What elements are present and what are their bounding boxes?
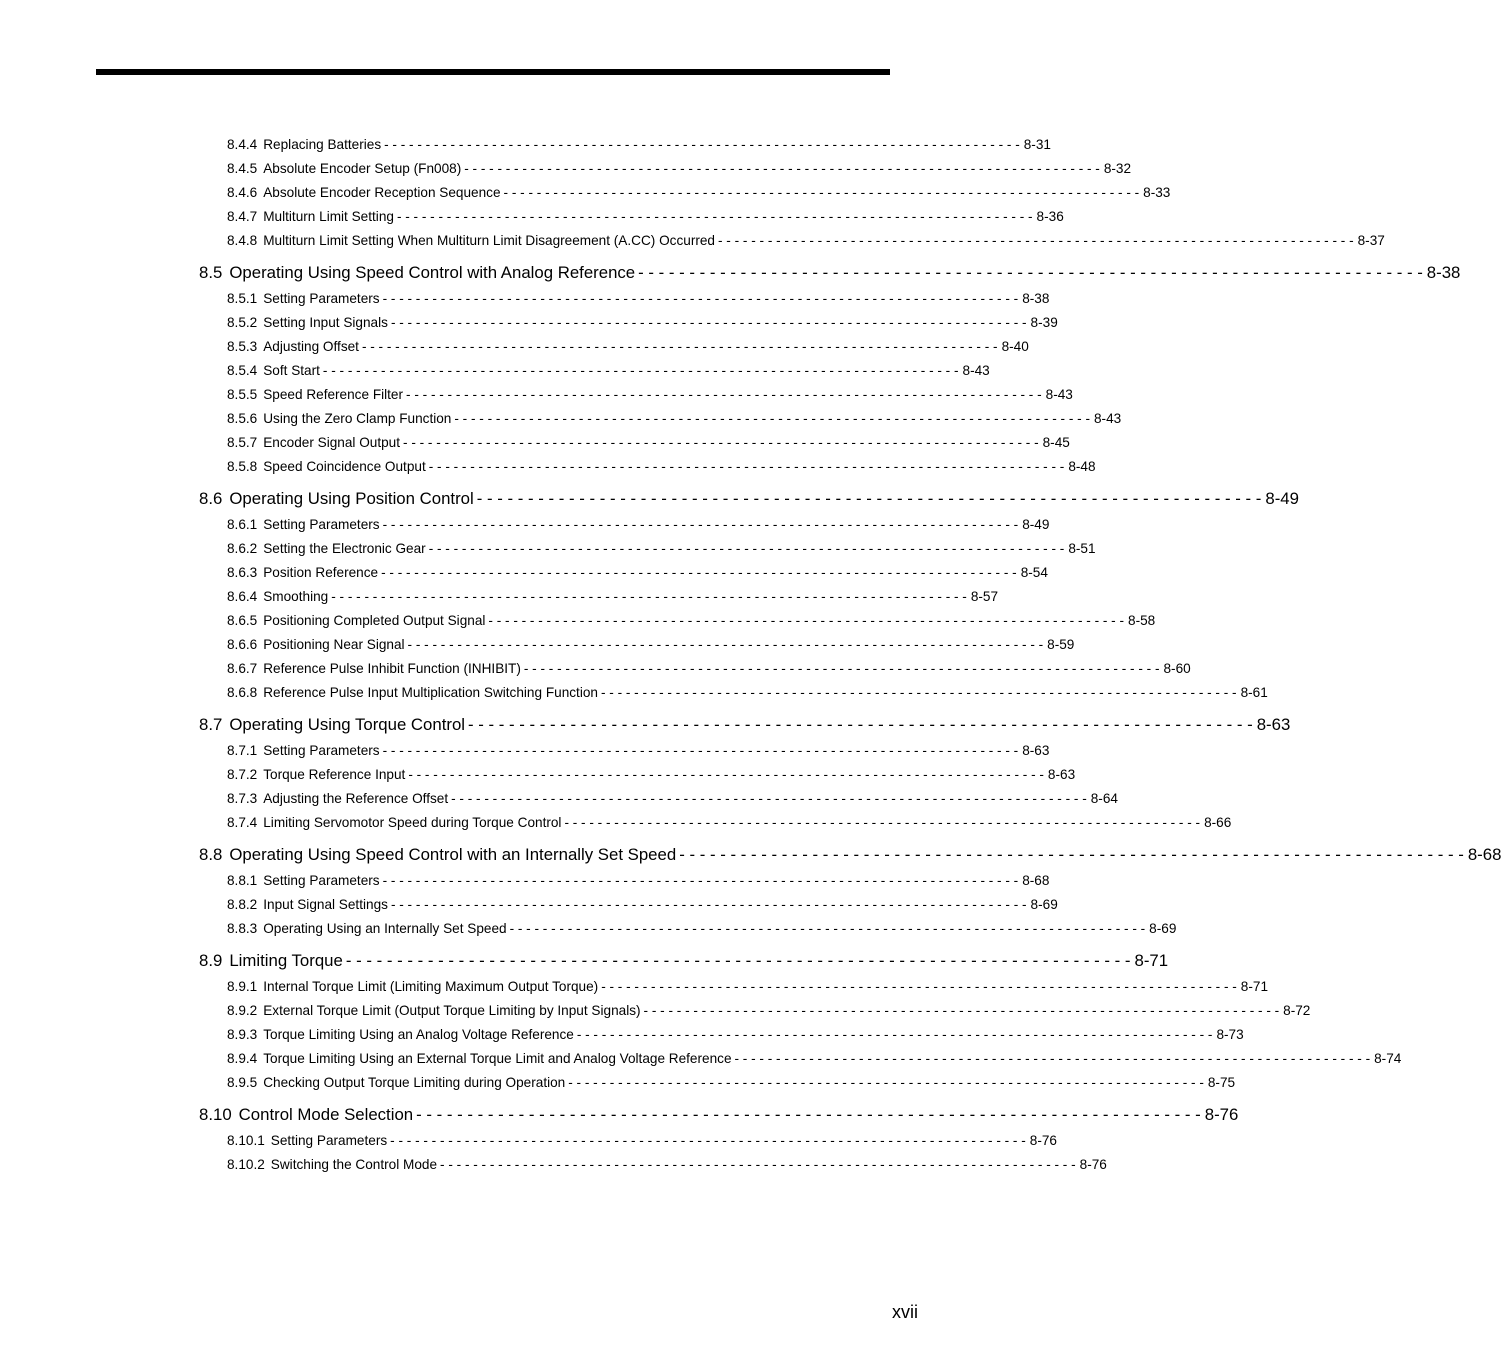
toc-entry-number: 8.5.5 [227,387,258,402]
toc-entry-page: 8-43 [962,363,990,378]
toc-entry-title: Using the Zero Clamp Function [263,411,452,426]
toc-subsection-entry[interactable] [227,1025,1244,1045]
toc-entry-page: 8-37 [1357,233,1385,248]
toc-entry-number: 8.6 [199,489,223,508]
toc-entry-page: 8-60 [1163,661,1191,676]
toc-entry-page: 8-68 [1467,845,1501,864]
toc-entry-page: 8-33 [1143,185,1171,200]
toc-entry-page: 8-76 [1029,1133,1057,1148]
toc-entry-leader: - - - - - - - - - - - - - - - - - - - - - - - - - - - - - - - - - - - - - - - - - - - - - - - - - - - - - - - - - - - - - - - - - - - - - - - - - - - - - [523,661,1160,676]
toc-subsection-entry[interactable] [227,231,1385,251]
toc-entry-number: 8.10 [199,1105,232,1124]
toc-entry-title: Torque Limiting Using an Analog Voltage Reference [263,1027,574,1042]
toc-entry-leader: - - - - - - - - - - - - - - - - - - - - - - - - - - - - - - - - - - - - - - - - - - - - - - - - - - - - - - - - - - - - - - - - - - - - - - - - - - - - - [454,411,1090,426]
toc-entry-number: 8.5.2 [227,315,258,330]
toc-entry-leader: - - - - - - - - - - - - - - - - - - - - - - - - - - - - - - - - - - - - - - - - - - - - - - - - - - - - - - - - - - - - - - - - - - - - - - - - - - - - - [382,291,1019,306]
toc-entry-page: 8-76 [1079,1157,1107,1172]
toc-entry-title: Multiturn Limit Setting When Multiturn Limit Disagreement (A.CC) Occurred [263,233,715,248]
toc-entry-page: 8-68 [1022,873,1050,888]
toc-subsection-entry[interactable] [227,1131,1057,1151]
toc-entry-title: Limiting Torque [229,951,343,970]
toc-entry-title: Replacing Batteries [263,137,382,152]
toc-entry-title: Smoothing [263,589,329,604]
toc-entry-title: Speed Coincidence Output [263,459,426,474]
toc-entry-title: Adjusting Offset [263,339,359,354]
toc-entry-title: Absolute Encoder Reception Sequence [263,185,501,200]
toc-entry-page: 8-57 [970,589,999,604]
toc-entry-leader: - - - - - - - - - - - - - - - - - - - - - - - - - - - - - - - - - - - - - - - - - - - - - - - - - - - - - - - - - - - - - - - - - - - - - - - - - - - - - [407,637,1044,652]
toc-subsection-entry[interactable] [227,385,1073,405]
toc-subsection-entry[interactable] [227,207,1064,227]
toc-entry-page: 8-40 [1001,339,1029,354]
toc-entry-number: 8.9 [199,951,223,970]
toc-entry-leader: - - - - - - - - - - - - - - - - - - - - - - - - - - - - - - - - - - - - - - - - - - - - - - - - - - - - - - - - - - - - - - - - - - - - - - - - - - - - - [331,589,967,604]
toc-entry-title: Limiting Servomotor Speed during Torque Control [263,815,562,830]
toc-entry-page: 8-66 [1204,815,1232,830]
toc-section-entry[interactable] [199,487,1299,511]
toc-subsection-entry[interactable] [227,289,1050,309]
toc-subsection-entry[interactable] [227,159,1132,179]
toc-entry-title: Setting Parameters [263,517,380,532]
toc-entry-leader: - - - - - - - - - - - - - - - - - - - - - - - - - - - - - - - - - - - - - - - - - - - - - - - - - - - - - - - - - - - - - - - - - - - - - - - - - - - - - [361,339,998,354]
toc-entry-page: 8-36 [1036,209,1064,224]
toc-subsection-entry[interactable] [227,789,1118,809]
toc-entry-leader: - - - - - - - - - - - - - - - - - - - - - - - - - - - - - - - - - - - - - - - - - - - - - - - - - - - - - - - - - - - - - - - - - - - - - - - - - - - - - [408,767,1044,782]
toc-entry-title: Control Mode Selection [238,1105,414,1124]
toc-entry-leader: - - - - - - - - - - - - - - - - - - - - - - - - - - - - - - - - - - - - - - - - - - - - - - - - - - - - - - - - - - - - - - - - - - - - - - - - - - - - - [382,517,1019,532]
toc-entry-number: 8.9.2 [227,1003,258,1018]
toc-entry-page: 8-69 [1149,921,1177,936]
toc-entry-number: 8.7.2 [227,767,258,782]
toc-subsection-entry[interactable] [227,1155,1107,1175]
toc-entry-title: Operating Using Speed Control with an Internally Set Speed [229,845,677,864]
toc-entry-page: 8-43 [1093,411,1122,426]
toc-subsection-entry[interactable] [227,563,1048,583]
toc-entry-title: Adjusting the Reference Offset [263,791,449,806]
toc-entry-leader: - - - - - - - - - - - - - - - - - - - - - - - - - - - - - - - - - - - - - - - - - - - - - - - - - - - - - - - - - - - - - - - - - - - - - - - - - - - - - [509,921,1146,936]
toc-entry-title: Operating Using an Internally Set Speed [263,921,507,936]
toc-subsection-entry[interactable] [227,515,1050,535]
toc-entry-number: 8.6.2 [227,541,258,556]
toc-entry-leader: - - - - - - - - - - - - - - - - - - - - - - - - - - - - - - - - - - - - - - - - - - - - - - - - - - - - - - - - - - - - - - - - - - - - - - - - - - - - - [390,315,1027,330]
toc-entry-leader: - - - - - - - - - - - - - - - - - - - - - - - - - - - - - - - - - - - - - - - - - - - - - - - - - - - - - - - - - - - - - - - - - - - - - - - - - - - - - [464,161,1100,176]
toc-entry-page: 8-48 [1068,459,1096,474]
toc-entry-page: 8-58 [1128,613,1156,628]
toc-entry-page: 8-73 [1216,1027,1244,1042]
toc-entry-leader: - - - - - - - - - - - - - - - - - - - - - - - - - - - - - - - - - - - - - - - - - - - - - - - - - - - - - - - - - - - - - - - - - - - - - - - - - - - - - [488,613,1125,628]
toc-entry-page: 8-49 [1265,489,1299,508]
toc-entry-leader: - - - - - - - - - - - - - - - - - - - - - - - - - - - - - - - - - - - - - - - - - - - - - - - - - - - - - - - - - - - - - - - - - - - - - - - - - - - - - [390,897,1027,912]
toc-entry-title: Operating Using Speed Control with Analog Reference [229,263,636,282]
toc-entry-leader: - - - - - - - - - - - - - - - - - - - - - - - - - - - - - - - - - - - - - - - - - - - - - - - - - - - - - - - - - - - - - - - - - - - - - - - - - - - - - [406,387,1042,402]
toc-entry-page: 8-71 [1134,951,1169,970]
toc-subsection-entry[interactable] [227,683,1268,703]
toc-entry-page: 8-54 [1020,565,1048,580]
toc-entry-leader: - - - - - - - - - - - - - - - - - - - - - - - - - - - - - - - - - - - - - - - - - - - - - - - - - - - - - - - - - - - - - - - - - - - - - - - - - - - - - [638,263,1423,282]
toc-entry-leader: - - - - - - - - - - - - - - - - - - - - - - - - - - - - - - - - - - - - - - - - - - - - - - - - - - - - - - - - - - - - - - - - - - - - - - - - - - - - - [428,541,1065,556]
toc-entry-number: 8.5 [199,263,223,282]
page-number: xvii [892,1302,918,1322]
toc-entry-page: 8-69 [1030,897,1058,912]
toc-entry-page: 8-45 [1042,435,1070,450]
toc-entry-page: 8-64 [1090,791,1118,806]
toc-entry-number: 8.6.8 [227,685,258,700]
toc-entry-title: Encoder Signal Output [263,435,401,450]
toc-entry-number: 8.6.6 [227,637,258,652]
toc-entry-title: Setting the Electronic Gear [263,541,426,556]
toc-entry-leader: - - - - - - - - - - - - - - - - - - - - - - - - - - - - - - - - - - - - - - - - - - - - - - - - - - - - - - - - - - - - - - - - - - - - - - - - - - - - - [416,1105,1201,1124]
toc-subsection-entry[interactable] [227,1049,1402,1069]
toc-section-entry[interactable] [199,843,1501,867]
toc-entry-page: 8-63 [1022,743,1050,758]
toc-entry-title: Position Reference [263,565,379,580]
toc-entry-leader: - - - - - - - - - - - - - - - - - - - - - - - - - - - - - - - - - - - - - - - - - - - - - - - - - - - - - - - - - - - - - - - - - - - - - - - - - - - - - [396,209,1033,224]
toc-entry-title: Setting Parameters [263,873,380,888]
toc-entry-number: 8.6.3 [227,565,258,580]
toc-entry-leader: - - - - - - - - - - - - - - - - - - - - - - - - - - - - - - - - - - - - - - - - - - - - - - - - - - - - - - - - - - - - - - - - - - - - - - - - - - - - - [601,979,1237,994]
toc-entry-page: 8-72 [1283,1003,1311,1018]
toc-section-entry[interactable] [199,261,1461,285]
toc-entry-leader: - - - - - - - - - - - - - - - - - - - - - - - - - - - - - - - - - - - - - - - - - - - - - - - - - - - - - - - - - - - - - - - - - - - - - - - - - - - - - [476,489,1262,508]
toc-entry-number: 8.7.3 [227,791,258,806]
toc-entry-leader: - - - - - - - - - - - - - - - - - - - - - - - - - - - - - - - - - - - - - - - - - - - - - - - - - - - - - - - - - - - - - - - - - - - - - - - - - - - - - [345,951,1131,970]
toc-entry-title: Torque Reference Input [263,767,406,782]
toc-entry-page: 8-49 [1022,517,1050,532]
toc-entry-number: 8.5.3 [227,339,258,354]
toc-entry-number: 8.4.7 [227,209,258,224]
toc-entry-title: Multiturn Limit Setting [263,209,394,224]
toc-entry-title: Operating Using Torque Control [229,715,466,734]
toc-entry-page: 8-76 [1204,1105,1239,1124]
toc-section-entry[interactable] [199,713,1291,737]
toc-section-entry[interactable] [199,1103,1239,1127]
toc-entry-number: 8.5.4 [227,363,258,378]
toc-entry-leader: - - - - - - - - - - - - - - - - - - - - - - - - - - - - - - - - - - - - - - - - - - - - - - - - - - - - - - - - - - - - - - - - - - - - - - - - - - - - - [643,1003,1280,1018]
toc-entry-title: Reference Pulse Input Multiplication Switching Function [263,685,598,700]
toc-entry-page: 8-74 [1374,1051,1402,1066]
toc-entry-number: 8.6.4 [227,589,258,604]
toc-subsection-entry[interactable] [227,135,1051,155]
toc-entry-title: Checking Output Torque Limiting during Operation [263,1075,566,1090]
toc-entry-leader: - - - - - - - - - - - - - - - - - - - - - - - - - - - - - - - - - - - - - - - - - - - - - - - - - - - - - - - - - - - - - - - - - - - - - - - - - - - - - [440,1157,1076,1172]
toc-entry-page: 8-61 [1240,685,1268,700]
toc-entry-leader: - - - - - - - - - - - - - - - - - - - - - - - - - - - - - - - - - - - - - - - - - - - - - - - - - - - - - - - - - - - - - - - - - - - - - - - - - - - - - [468,715,1253,734]
toc-entry-page: 8-43 [1045,387,1073,402]
toc-entry-number: 8.9.4 [227,1051,258,1066]
toc-entry-page: 8-39 [1030,315,1058,330]
toc-subsection-entry[interactable] [227,659,1191,679]
toc-entry-leader: - - - - - - - - - - - - - - - - - - - - - - - - - - - - - - - - - - - - - - - - - - - - - - - - - - - - - - - - - - - - - - - - - - - - - - - - - - - - - [390,1133,1026,1148]
toc-subsection-entry[interactable] [227,611,1156,631]
toc-entry-number: 8.10.1 [227,1133,265,1148]
toc-entry-page: 8-59 [1047,637,1075,652]
toc-entry-leader: - - - - - - - - - - - - - - - - - - - - - - - - - - - - - - - - - - - - - - - - - - - - - - - - - - - - - - - - - - - - - - - - - - - - - - - - - - - - - [322,363,959,378]
toc-entry-title: External Torque Limit (Output Torque Limiting by Input Signals) [263,1003,641,1018]
toc-entry-title: Positioning Near Signal [263,637,405,652]
toc-entry-leader: - - - - - - - - - - - - - - - - - - - - - - - - - - - - - - - - - - - - - - - - - - - - - - - - - - - - - - - - - - - - - - - - - - - - - - - - - - - - - [564,815,1201,830]
toc-entry-number: 8.8.3 [227,921,258,936]
toc-entry-title: Setting Input Signals [263,315,388,330]
toc-entry-number: 8.7.4 [227,815,258,830]
toc-entry-title: Positioning Completed Output Signal [263,613,486,628]
toc-subsection-entry[interactable] [227,457,1096,477]
toc-subsection-entry[interactable] [227,361,990,381]
toc-entry-title: Setting Parameters [263,743,380,758]
toc-entry-number: 8.9.5 [227,1075,258,1090]
toc-subsection-entry[interactable] [227,895,1058,915]
toc-entry-title: Reference Pulse Inhibit Function (INHIBIT) [263,661,521,676]
toc-entry-number: 8.4.5 [227,161,258,176]
toc-entry-leader: - - - - - - - - - - - - - - - - - - - - - - - - - - - - - - - - - - - - - - - - - - - - - - - - - - - - - - - - - - - - - - - - - - - - - - - - - - - - - [428,459,1065,474]
toc-entry-title: Soft Start [263,363,320,378]
toc-subsection-entry[interactable] [227,919,1177,939]
toc-entry-number: 8.7.1 [227,743,258,758]
toc-subsection-entry[interactable] [227,1001,1311,1021]
toc-entry-number: 8.8.2 [227,897,258,912]
toc-subsection-entry[interactable] [227,433,1070,453]
toc-subsection-entry[interactable] [227,409,1122,429]
toc-entry-leader: - - - - - - - - - - - - - - - - - - - - - - - - - - - - - - - - - - - - - - - - - - - - - - - - - - - - - - - - - - - - - - - - - - - - - - - - - - - - - [403,435,1039,450]
toc-entry-leader: - - - - - - - - - - - - - - - - - - - - - - - - - - - - - - - - - - - - - - - - - - - - - - - - - - - - - - - - - - - - - - - - - - - - - - - - - - - - - [576,1027,1213,1042]
toc-subsection-entry[interactable] [227,313,1058,333]
toc-entry-number: 8.8 [199,845,223,864]
toc-entry-page: 8-71 [1240,979,1269,994]
toc-section-entry[interactable] [199,949,1169,973]
toc-subsection-entry[interactable] [227,765,1076,785]
toc-entry-leader: - - - - - - - - - - - - - - - - - - - - - - - - - - - - - - - - - - - - - - - - - - - - - - - - - - - - - - - - - - - - - - - - - - - - - - - - - - - - - [568,1075,1204,1090]
toc-entry-leader: - - - - - - - - - - - - - - - - - - - - - - - - - - - - - - - - - - - - - - - - - - - - - - - - - - - - - - - - - - - - - - - - - - - - - - - - - - - - - [451,791,1087,806]
toc-entry-number: 8.9.1 [227,979,258,994]
toc-subsection-entry[interactable] [227,977,1269,997]
toc-entry-number: 8.5.8 [227,459,258,474]
toc-entry-title: Switching the Control Mode [270,1157,438,1172]
toc-entry-leader: - - - - - - - - - - - - - - - - - - - - - - - - - - - - - - - - - - - - - - - - - - - - - - - - - - - - - - - - - - - - - - - - - - - - - - - - - - - - - [718,233,1354,248]
toc-entry-leader: - - - - - - - - - - - - - - - - - - - - - - - - - - - - - - - - - - - - - - - - - - - - - - - - - - - - - - - - - - - - - - - - - - - - - - - - - - - - - [384,137,1020,152]
toc-entry-title: Input Signal Settings [263,897,388,912]
toc-subsection-entry[interactable] [227,635,1075,655]
toc-entry-leader: - - - - - - - - - - - - - - - - - - - - - - - - - - - - - - - - - - - - - - - - - - - - - - - - - - - - - - - - - - - - - - - - - - - - - - - - - - - - - [382,743,1019,758]
toc-entry-title: Internal Torque Limit (Limiting Maximum Output Torque) [263,979,599,994]
toc-entry-number: 8.9.3 [227,1027,258,1042]
toc-entry-title: Setting Parameters [263,291,380,306]
toc-entry-page: 8-31 [1023,137,1051,152]
toc-entry-number: 8.4.8 [227,233,258,248]
toc-entry-number: 8.5.7 [227,435,258,450]
toc-entry-title: Setting Parameters [270,1133,388,1148]
toc-entry-title: Operating Using Position Control [229,489,474,508]
toc-entry-title: Absolute Encoder Setup (Fn008) [263,161,462,176]
toc-entry-number: 8.6.1 [227,517,258,532]
toc-entry-number: 8.4.6 [227,185,258,200]
toc-entry-number: 8.10.2 [227,1157,265,1172]
toc-subsection-entry[interactable] [227,741,1050,761]
toc-subsection-entry[interactable] [227,539,1096,559]
toc-entry-number: 8.7 [199,715,223,734]
toc-entry-page: 8-75 [1207,1075,1236,1090]
toc-entry-number: 8.6.7 [227,661,258,676]
toc-entry-page: 8-38 [1022,291,1050,306]
toc-subsection-entry[interactable] [227,813,1232,833]
toc-entry-page: 8-63 [1256,715,1291,734]
toc-entry-number: 8.5.1 [227,291,258,306]
toc-subsection-entry[interactable] [227,337,1029,357]
toc-entry-leader: - - - - - - - - - - - - - - - - - - - - - - - - - - - - - - - - - - - - - - - - - - - - - - - - - - - - - - - - - - - - - - - - - - - - - - - - - - - - - [503,185,1140,200]
toc-entry-leader: - - - - - - - - - - - - - - - - - - - - - - - - - - - - - - - - - - - - - - - - - - - - - - - - - - - - - - - - - - - - - - - - - - - - - - - - - - - - - [382,873,1019,888]
toc-subsection-entry[interactable] [227,1073,1236,1093]
toc-entry-leader: - - - - - - - - - - - - - - - - - - - - - - - - - - - - - - - - - - - - - - - - - - - - - - - - - - - - - - - - - - - - - - - - - - - - - - - - - - - - - [381,565,1017,580]
toc-entry-page: 8-63 [1047,767,1076,782]
toc-subsection-entry[interactable] [227,183,1171,203]
toc-entry-leader: - - - - - - - - - - - - - - - - - - - - - - - - - - - - - - - - - - - - - - - - - - - - - - - - - - - - - - - - - - - - - - - - - - - - - - - - - - - - - [679,845,1464,864]
toc-entry-number: 8.8.1 [227,873,258,888]
toc-entry-title: Speed Reference Filter [263,387,404,402]
toc-entry-page: 8-38 [1426,263,1461,282]
toc-subsection-entry[interactable] [227,871,1050,891]
toc-entry-page: 8-32 [1103,161,1132,176]
toc-entry-number: 8.4.4 [227,137,258,152]
toc-subsection-entry[interactable] [227,587,999,607]
toc-entry-title: Torque Limiting Using an External Torque Limit and Analog Voltage Reference [263,1051,732,1066]
toc-entry-page: 8-51 [1068,541,1096,556]
toc-entry-leader: - - - - - - - - - - - - - - - - - - - - - - - - - - - - - - - - - - - - - - - - - - - - - - - - - - - - - - - - - - - - - - - - - - - - - - - - - - - - - [734,1051,1371,1066]
toc-entry-leader: - - - - - - - - - - - - - - - - - - - - - - - - - - - - - - - - - - - - - - - - - - - - - - - - - - - - - - - - - - - - - - - - - - - - - - - - - - - - - [600,685,1237,700]
toc-entry-number: 8.6.5 [227,613,258,628]
toc-entry-number: 8.5.6 [227,411,258,426]
